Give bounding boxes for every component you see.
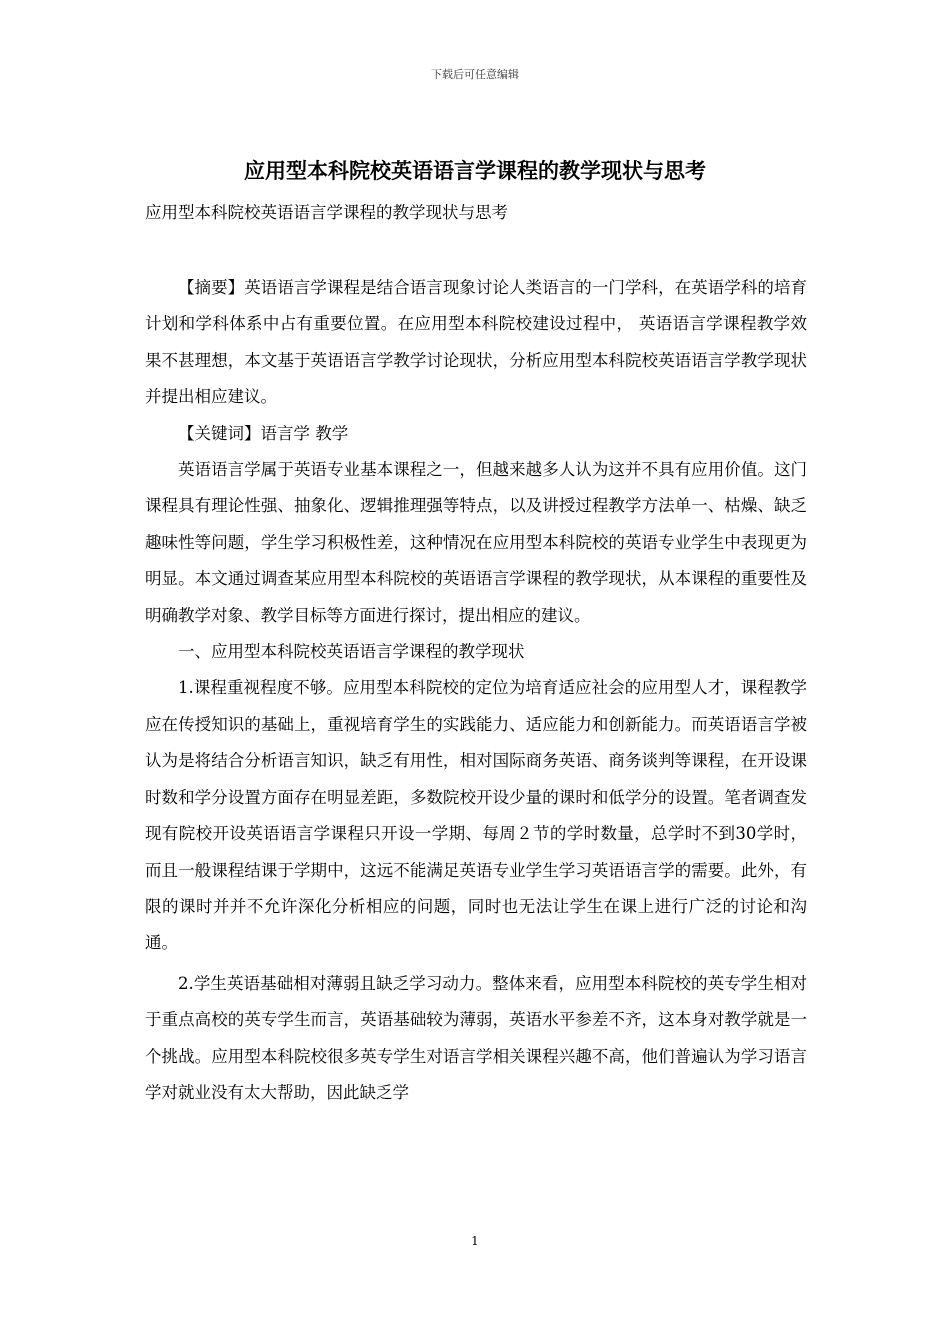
page-number: 1 bbox=[471, 1234, 479, 1248]
page-header: 下载后可任意编辑 bbox=[431, 68, 519, 81]
keywords-paragraph: 【关键词】语言学 教学 bbox=[178, 423, 349, 443]
intro-paragraph: 英语语言学属于英语专业基本课程之一，但越来越多人认为这并不具有应用价值。这门课程具有理论性强、抽象化、逻辑推理强等特点，以及讲授过程教学方法单一、枯燥、缺乏趣味性等问题，学生学习积极性差，这种情况在应用型本科院校的英语专业学生中表现更为明显。本文通过调查某应用型本科院校的英语语言学课程的教学现状，从本课程的重要性及明确教学对象、教学目标等方面进行探讨，提出相应的建议。 bbox=[145, 460, 807, 625]
section-heading: 一、应用型本科院校英语语言学课程的教学现状 bbox=[178, 642, 525, 662]
document-title: 应用型本科院校英语语言学课程的教学现状与思考 bbox=[244, 159, 706, 183]
document-subtitle: 应用型本科院校英语语言学课程的教学现状与思考 bbox=[145, 203, 508, 222]
body-paragraph: 1.课程重视程度不够。应用型本科院校的定位为培育适应社会的应用型人才，课程教学应在传授知识的基础上，重视培育学生的实践能力、适应能力和创新能力。而英语语言学被认为是将结合分析语言知识，缺乏有用性，相对国际商务英语、商务谈判等课程，在开设课时数和学分设置方面存在明显差距，多数院校开设少量的课时和低学分的设置。笔者调查发现有院校开设英语语言学课程只开设一学期、每周２节的学时数量，总学时不到30学时，而且一般课程结课于学期中，这远不能满足英语专业学生学习英语语言学的需要。此外，有限的课时并并不允许深化分析相应的问题，同时也无法让学生在课上进行广泛的讨论和沟通。 bbox=[145, 678, 807, 953]
body-paragraph: 2.学生英语基础相对薄弱且缺乏学习动力。整体来看，应用型本科院校的英专学生相对于重点高校的英专学生而言，英语基础较为薄弱，英语水平参差不齐，这本身对教学就是一个挑战。应用型本科院校很多英专学生对语言学相关课程兴趣不高，他们普遍认为学习语言学对就业没有太大帮助，因此缺乏学 bbox=[145, 973, 807, 1102]
abstract-paragraph: 【摘要】英语语言学课程是结合语言现象讨论人类语言的一门学科，在英语学科的培育计划和学科体系中占有重要位置。在应用型本科院校建设过程中， 英语语言学课程教学效果不甚理想，本文基于英语语言学教学讨论现状，分析应用型本科院校英语语言学教学现状并提出相应建议。 bbox=[145, 278, 807, 407]
document-body bbox=[145, 270, 807, 1111]
